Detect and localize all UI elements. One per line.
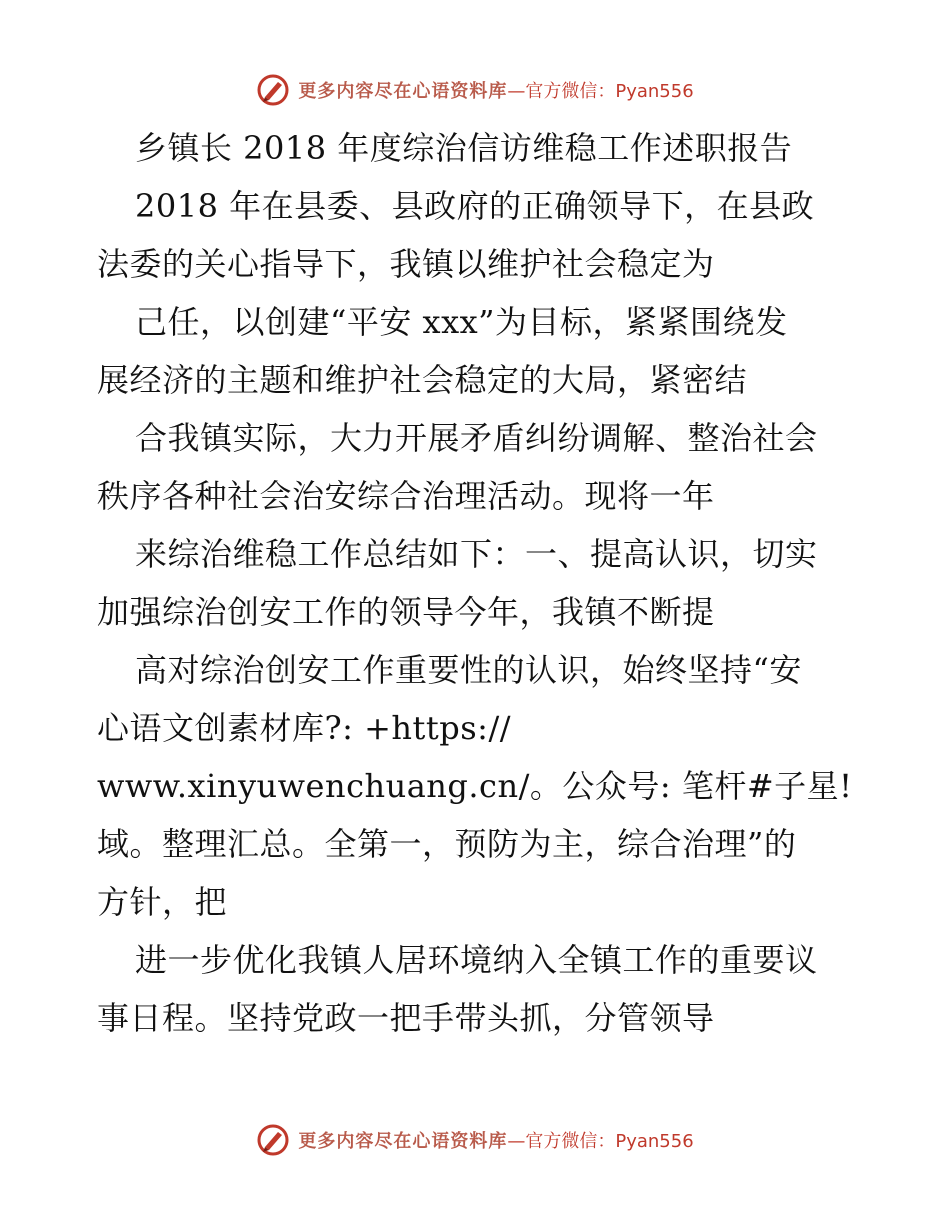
pen-logo-icon xyxy=(256,73,290,107)
body-line: 来综治维稳工作总结如下：一、提高认识，切实 xyxy=(135,535,818,573)
header-banner-text xyxy=(298,77,693,103)
body-line: 高对综治创安工作重要性的认识，始终坚持“安 xyxy=(135,651,802,689)
body-line: 己任，以创建“平安 xxx”为目标，紧紧围绕发 xyxy=(135,303,788,341)
document-title: 乡镇长 2018 年度综治信访维稳工作述职报告 xyxy=(135,129,793,167)
banner-wechat: 官方微信：Pyan556 xyxy=(525,1131,694,1152)
body-line: 域。整理汇总。全第一，预防为主，综合治理”的 xyxy=(97,825,797,863)
body-line: 展经济的主题和维护社会稳定的大局，紧密结 xyxy=(97,361,748,399)
body-line: 心语文创素材库?: +https:// xyxy=(97,709,512,747)
footer-banner-text xyxy=(298,1127,693,1153)
body-line: 事日程。坚持党政一把手带头抓，分管领导 xyxy=(97,999,715,1037)
body-line: 秩序各种社会治安综合治理活动。现将一年 xyxy=(97,477,715,515)
banner-separator: — xyxy=(507,1131,526,1152)
footer-banner xyxy=(0,1120,950,1160)
body-line: 进一步优化我镇人居环境纳入全镇工作的重要议 xyxy=(135,941,818,979)
banner-separator: — xyxy=(507,81,526,102)
body-line: 加强综治创安工作的领导今年，我镇不断提 xyxy=(97,593,715,631)
body-line: 法委的关心指导下，我镇以维护社会稳定为 xyxy=(97,245,715,283)
banner-lead: 更多内容尽在心语资料库 xyxy=(298,1131,508,1152)
body-line: 2018 年在县委、县政府的正确领导下，在县政 xyxy=(135,187,815,225)
banner-lead: 更多内容尽在心语资料库 xyxy=(298,81,508,102)
body-line: 合我镇实际，大力开展矛盾纠纷调解、整治社会 xyxy=(135,419,818,457)
pen-logo-icon xyxy=(256,1123,290,1157)
banner-wechat: 官方微信：Pyan556 xyxy=(525,81,694,102)
body-line: www.xinyuwenchuang.cn/。公众号: 笔杆#子星! xyxy=(97,767,853,805)
body-line: 方针，把 xyxy=(97,883,228,921)
header-banner xyxy=(0,70,950,110)
